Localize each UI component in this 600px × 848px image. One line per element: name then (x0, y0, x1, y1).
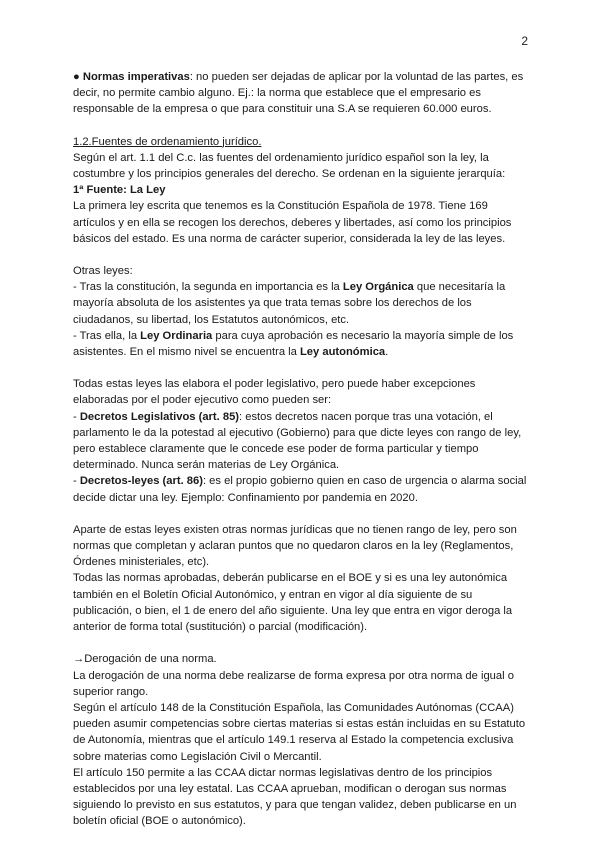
aparte-paragraph: Aparte de estas leyes existen otras normas jurídicas que no tienen rango de ley, pero son normas que completan y aclaran puntos que no quedaron claros en la ley (Reglamentos, Órdenes ministeriales, etc). (73, 523, 517, 569)
normas-imperativas-text: : no pueden ser dejadas de aplicar por la voluntad de las partes, es decir, no permite cambio alguno. Ej.: la norma que establece que el empresario es responsable de la empresa o que para constituir una S.A se requieren 60.000 euros. (73, 71, 524, 116)
normas-imperativas-paragraph (73, 69, 533, 118)
bullet: ● (73, 71, 80, 83)
first-source-heading: 1ª Fuente: La Ley (73, 184, 166, 197)
normas-imperativas-term: Normas imperativas (82, 71, 190, 83)
poder-ejecutivo-intro: Todas estas leyes las elabora el poder legislativo, pero puede haber excepciones elaboradas por el poder ejecutivo como pueden ser: (73, 378, 476, 407)
page-number: 2 (521, 34, 528, 48)
publicacion-paragraph: Todas las normas aprobadas, deberán publicarse en el BOE y si es una ley autonómica también en el Boletín Oficial Autonómico, y entran en vigor al día siguiente de su publicación, o bien, el 1 de enero del año siguiente. Una ley que entra en vigor deroga la anterior de forma total (sustitución) o parcial (modificación). (73, 572, 513, 634)
decretos-leyes-term: Decretos-leyes (art. 86) (79, 475, 203, 488)
derogacion-heading: →Derogación de una norma. (73, 653, 217, 666)
otras-leyes-heading: Otras leyes: (73, 265, 133, 278)
derogacion-paragraph: La derogación de una norma debe realizarse de forma expresa por otra norma de igual o superior rango. (73, 669, 514, 698)
ley-organica-item: - Tras la constitución, la segunda en importancia es la Ley Orgánica que necesitaría la mayoría absoluta de los asistentes ya que trata temas sobre los derechos de los ciudadanos, su libertad, los Estatutos autonómicos, etc. (73, 281, 506, 326)
document-body (73, 69, 533, 830)
competencias-paragraph: Según el artículo 148 de la Constitución Española, las Comunidades Autónomas (CCAA) pueden asumir competencias sobre ciertas materias si estas están incluidas en su Estatuto de Autonomía, mientras que el artículo 149.1 reserva al Estado la competencia exclusiva sobre materias como Legislación Civil o Mercantil. (73, 701, 526, 763)
ley-ordinaria-item: - Tras ella, la Ley Ordinaria para cuya aprobación es necesario la mayoría simple de los asistentes. En el mismo nivel se encuentra la Ley autonómica. (73, 329, 514, 359)
decretos-legislativos-term: Decretos Legislativos (art. 85) (79, 410, 240, 423)
section-heading: 1.2.Fuentes de ordenamiento jurídico. (73, 135, 262, 148)
intro-paragraph: Según el art. 1.1 del C.c. las fuentes del ordenamiento jurídico español son la ley, la costumbre y los principios generales del derecho. Se ordenan en la siguiente jerarquía: (73, 151, 506, 181)
first-source-paragraph: La primera ley escrita que tenemos es la Constitución Española de 1978. Tiene 169 artículos y en ella se recogen los derechos, deberes y libertades, así como los principios básicos del estado. Es una norma de carácter superior, considerada la ley de las leyes. (73, 200, 512, 245)
ley-autonomica-term: Ley autonómica (299, 346, 386, 359)
ley-ordinaria-term: Ley Ordinaria (140, 329, 213, 342)
articulo-150-paragraph: El artículo 150 permite a las CCAA dictar normas legislativas dentro de los principios establecidos por una ley estatal. Las CCAA aprueban, modifican o derogan sus normas siguiendo lo previsto en sus estatutos, y para que tengan validez, deben publicarse en un boletín oficial (BOE o autonómico). (73, 766, 517, 828)
ley-organica-term: Ley Orgánica (342, 281, 414, 294)
decretos-legislativos-item: - Decretos Legislativos (art. 85): estos decretos nacen porque tras una votación, el parlamento le da la potestad al ejecutivo (Gobierno) para que dicte leyes con rango de ley, pero establece claramente que le concede ese poder de forma particular y tiempo determinado. Nunca serán materias de Ley Orgánica. (73, 410, 522, 472)
decretos-leyes-item: - Decretos-leyes (art. 86): es el propio gobierno quien en caso de urgencia o alarma social decide dictar una ley. Ejemplo: Confinamiento por pandemia en 2020. (73, 475, 527, 504)
